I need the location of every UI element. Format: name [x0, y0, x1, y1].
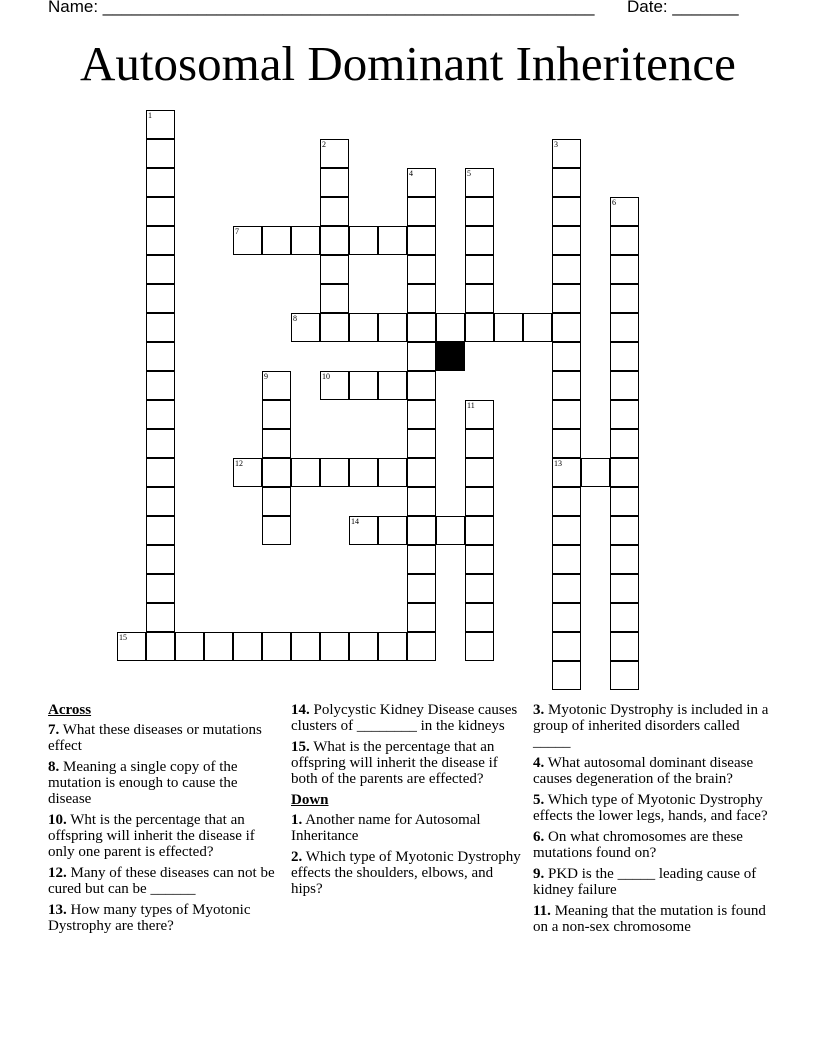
grid-cell[interactable]: [465, 400, 494, 429]
date-field-label: Date: _______: [627, 0, 739, 16]
clue-column-2: [291, 702, 527, 902]
grid-cell[interactable]: [146, 197, 175, 226]
grid-cell[interactable]: [262, 516, 291, 545]
grid-cell[interactable]: [407, 342, 436, 371]
grid-cell[interactable]: [320, 197, 349, 226]
grid-cell[interactable]: [407, 168, 436, 197]
grid-cell[interactable]: [610, 458, 639, 487]
grid-cell[interactable]: [610, 574, 639, 603]
clue-number: 5.: [533, 792, 545, 808]
grid-cell[interactable]: [407, 545, 436, 574]
grid-cell[interactable]: [552, 342, 581, 371]
clue-number: 3.: [533, 702, 545, 718]
grid-cell[interactable]: [291, 313, 320, 342]
grid-cell[interactable]: [349, 632, 378, 661]
clue-text: Another name for Autosomal Inheritance: [291, 812, 481, 844]
clue-across-15: [291, 739, 527, 787]
clue-down-2: [291, 849, 527, 897]
clue-text: Myotonic Dystrophy is included in a group of inherited disorders called _____: [533, 702, 769, 750]
grid-cell[interactable]: [610, 342, 639, 371]
grid-cell[interactable]: [146, 342, 175, 371]
grid-cell[interactable]: [407, 284, 436, 313]
clue-number: 12.: [48, 865, 67, 881]
grid-cell[interactable]: [262, 371, 291, 400]
grid-cell[interactable]: [146, 110, 175, 139]
grid-cell-number: 12: [235, 459, 243, 468]
clue-text: What autosomal dominant disease causes degeneration of the brain?: [533, 755, 754, 787]
grid-cell[interactable]: [407, 400, 436, 429]
clue-text: On what chromosomes are these mutations found on?: [533, 829, 743, 861]
grid-cell[interactable]: [204, 632, 233, 661]
grid-cell[interactable]: [320, 371, 349, 400]
grid-cell[interactable]: [407, 429, 436, 458]
grid-cell[interactable]: [610, 313, 639, 342]
grid-cell[interactable]: [146, 313, 175, 342]
clue-number: 6.: [533, 829, 545, 845]
grid-cell[interactable]: [552, 371, 581, 400]
grid-cell[interactable]: [523, 313, 552, 342]
clue-text: How many types of Myotonic Dystrophy are there?: [48, 902, 251, 934]
grid-cell[interactable]: [146, 603, 175, 632]
grid-cell-number: 2: [322, 140, 326, 149]
grid-cell[interactable]: [320, 632, 349, 661]
grid-cell[interactable]: [349, 458, 378, 487]
grid-cell[interactable]: [610, 400, 639, 429]
clue-text: Wht is the percentage that an offspring will inherit the disease if only one parent is effected?: [48, 812, 255, 860]
grid-cell[interactable]: [378, 458, 407, 487]
grid-cell[interactable]: [349, 371, 378, 400]
grid-cell[interactable]: [436, 313, 465, 342]
grid-cell-number: 9: [264, 372, 268, 381]
grid-cell[interactable]: [407, 487, 436, 516]
grid-cell[interactable]: [146, 284, 175, 313]
grid-cell[interactable]: [291, 632, 320, 661]
clue-column-3: [533, 702, 769, 940]
clue-down-5: [533, 792, 769, 824]
grid-cell[interactable]: [552, 226, 581, 255]
clue-number: 10.: [48, 812, 67, 828]
grid-cell[interactable]: [146, 429, 175, 458]
grid-cell[interactable]: [552, 632, 581, 661]
clue-text: Which type of Myotonic Dystrophy effects the shoulders, elbows, and hips?: [291, 849, 521, 897]
grid-cell[interactable]: [552, 487, 581, 516]
grid-cell[interactable]: [320, 168, 349, 197]
grid-cell[interactable]: [552, 139, 581, 168]
clue-column-1: [48, 702, 284, 939]
grid-cell[interactable]: [320, 139, 349, 168]
grid-cell-number: 10: [322, 372, 330, 381]
grid-cell[interactable]: [378, 516, 407, 545]
grid-cell-number: 3: [554, 140, 558, 149]
clue-number: 14.: [291, 702, 310, 718]
blocked-grid-cell: [436, 342, 465, 371]
grid-cell[interactable]: [262, 400, 291, 429]
grid-cell[interactable]: [552, 603, 581, 632]
grid-cell[interactable]: [407, 371, 436, 400]
grid-cell[interactable]: [407, 313, 436, 342]
grid-cell[interactable]: [146, 226, 175, 255]
clue-across-14: [291, 702, 527, 734]
grid-cell[interactable]: [465, 168, 494, 197]
grid-cell[interactable]: [610, 632, 639, 661]
clue-number: 9.: [533, 866, 545, 882]
grid-cell[interactable]: [262, 487, 291, 516]
grid-cell[interactable]: [610, 429, 639, 458]
grid-cell[interactable]: [262, 429, 291, 458]
clue-across-8: [48, 759, 284, 807]
grid-cell[interactable]: [407, 574, 436, 603]
grid-cell[interactable]: [465, 226, 494, 255]
grid-cell[interactable]: [610, 545, 639, 574]
grid-cell[interactable]: [233, 632, 262, 661]
clue-text: What these diseases or mutations effect: [48, 722, 262, 754]
across-heading: Across: [48, 702, 92, 718]
grid-cell[interactable]: [146, 255, 175, 284]
grid-cell[interactable]: [552, 255, 581, 284]
down-heading: Down: [291, 792, 329, 808]
grid-cell[interactable]: [610, 487, 639, 516]
clue-across-7: [48, 722, 284, 754]
grid-cell[interactable]: [552, 400, 581, 429]
grid-cell[interactable]: [465, 284, 494, 313]
grid-cell[interactable]: [146, 487, 175, 516]
grid-cell-number: 11: [467, 401, 475, 410]
grid-cell[interactable]: [552, 313, 581, 342]
grid-cell-number: 1: [148, 111, 152, 120]
grid-cell[interactable]: [610, 255, 639, 284]
grid-cell-number: 15: [119, 633, 127, 642]
grid-cell[interactable]: [552, 516, 581, 545]
grid-cell[interactable]: [465, 458, 494, 487]
clue-down-1: [291, 812, 527, 844]
clue-across-10: [48, 812, 284, 860]
grid-cell[interactable]: [378, 313, 407, 342]
grid-cell[interactable]: [610, 371, 639, 400]
grid-cell[interactable]: [465, 429, 494, 458]
grid-cell[interactable]: [581, 458, 610, 487]
grid-cell[interactable]: [349, 226, 378, 255]
grid-cell[interactable]: [465, 545, 494, 574]
grid-cell[interactable]: [465, 516, 494, 545]
page-title: Autosomal Dominant Inheritence: [80, 36, 736, 91]
grid-cell[interactable]: [552, 545, 581, 574]
grid-cell[interactable]: [552, 574, 581, 603]
grid-cell[interactable]: [465, 487, 494, 516]
clue-down-3: [533, 702, 769, 750]
grid-cell[interactable]: [436, 516, 465, 545]
grid-cell[interactable]: [610, 284, 639, 313]
grid-cell[interactable]: [407, 226, 436, 255]
grid-cell[interactable]: [233, 226, 262, 255]
clue-across-12: [48, 865, 284, 897]
grid-cell-number: 7: [235, 227, 239, 236]
clue-number: 11.: [533, 903, 551, 919]
grid-cell[interactable]: [465, 574, 494, 603]
grid-cell[interactable]: [146, 400, 175, 429]
grid-cell[interactable]: [407, 197, 436, 226]
grid-cell[interactable]: [552, 429, 581, 458]
grid-cell[interactable]: [262, 458, 291, 487]
grid-cell-number: 4: [409, 169, 413, 178]
clue-number: 2.: [291, 849, 303, 865]
grid-cell[interactable]: [610, 197, 639, 226]
grid-cell-number: 13: [554, 459, 562, 468]
grid-cell[interactable]: [407, 516, 436, 545]
grid-cell[interactable]: [349, 516, 378, 545]
grid-cell[interactable]: [552, 168, 581, 197]
grid-cell[interactable]: [291, 226, 320, 255]
clue-down-11: [533, 903, 769, 935]
grid-cell[interactable]: [465, 197, 494, 226]
clue-number: 8.: [48, 759, 60, 775]
grid-cell[interactable]: [465, 603, 494, 632]
clue-number: 15.: [291, 739, 310, 755]
grid-cell[interactable]: [378, 371, 407, 400]
clue-number: 1.: [291, 812, 303, 828]
clue-number: 13.: [48, 902, 67, 918]
grid-cell[interactable]: [610, 226, 639, 255]
clue-text: Many of these diseases can not be cured but can be ______: [48, 865, 275, 897]
clue-text: What is the percentage that an offspring will inherit the disease if both of the parents are effected?: [291, 739, 498, 787]
grid-cell[interactable]: [320, 255, 349, 284]
grid-cell[interactable]: [378, 632, 407, 661]
grid-cell[interactable]: [146, 516, 175, 545]
grid-cell[interactable]: [320, 458, 349, 487]
grid-cell[interactable]: [407, 255, 436, 284]
clue-down-9: [533, 866, 769, 898]
grid-cell[interactable]: [320, 313, 349, 342]
grid-cell-number: 5: [467, 169, 471, 178]
grid-cell[interactable]: [175, 632, 204, 661]
grid-cell[interactable]: [146, 168, 175, 197]
grid-cell[interactable]: [262, 226, 291, 255]
clue-text: Meaning that the mutation is found on a non-sex chromosome: [533, 903, 766, 935]
grid-cell[interactable]: [320, 284, 349, 313]
clue-number: 4.: [533, 755, 545, 771]
clue-across-13: [48, 902, 284, 934]
grid-cell[interactable]: [117, 632, 146, 661]
grid-cell[interactable]: [146, 458, 175, 487]
grid-cell[interactable]: [146, 371, 175, 400]
grid-cell[interactable]: [552, 197, 581, 226]
grid-cell[interactable]: [407, 458, 436, 487]
grid-cell[interactable]: [146, 574, 175, 603]
clue-text: Polycystic Kidney Disease causes clusters of ________ in the kidneys: [291, 702, 518, 734]
clue-text: Meaning a single copy of the mutation is enough to cause the disease: [48, 759, 238, 807]
clue-text: Which type of Myotonic Dystrophy effects the lower legs, hands, and face?: [533, 792, 768, 824]
grid-cell[interactable]: [407, 603, 436, 632]
grid-cell[interactable]: [610, 603, 639, 632]
grid-cell-number: 14: [351, 517, 359, 526]
grid-cell[interactable]: [320, 226, 349, 255]
name-field-label: Name: ____________________________________________________: [48, 0, 595, 16]
grid-cell-number: 6: [612, 198, 616, 207]
grid-cell[interactable]: [146, 545, 175, 574]
grid-cell[interactable]: [146, 632, 175, 661]
grid-cell[interactable]: [465, 255, 494, 284]
grid-cell[interactable]: [262, 632, 291, 661]
grid-cell[interactable]: [291, 458, 320, 487]
grid-cell[interactable]: [233, 458, 262, 487]
clue-down-6: [533, 829, 769, 861]
grid-cell[interactable]: [610, 516, 639, 545]
grid-cell[interactable]: [552, 284, 581, 313]
grid-cell[interactable]: [465, 313, 494, 342]
clue-down-4: [533, 755, 769, 787]
grid-cell[interactable]: [465, 632, 494, 661]
grid-cell-number: 8: [293, 314, 297, 323]
grid-cell[interactable]: [552, 458, 581, 487]
clue-number: 7.: [48, 722, 60, 738]
grid-cell[interactable]: [552, 661, 581, 690]
grid-cell[interactable]: [349, 313, 378, 342]
grid-cell[interactable]: [378, 226, 407, 255]
grid-cell[interactable]: [610, 661, 639, 690]
grid-cell[interactable]: [494, 313, 523, 342]
grid-cell[interactable]: [407, 632, 436, 661]
grid-cell[interactable]: [146, 139, 175, 168]
clue-text: PKD is the _____ leading cause of kidney failure: [533, 866, 757, 898]
